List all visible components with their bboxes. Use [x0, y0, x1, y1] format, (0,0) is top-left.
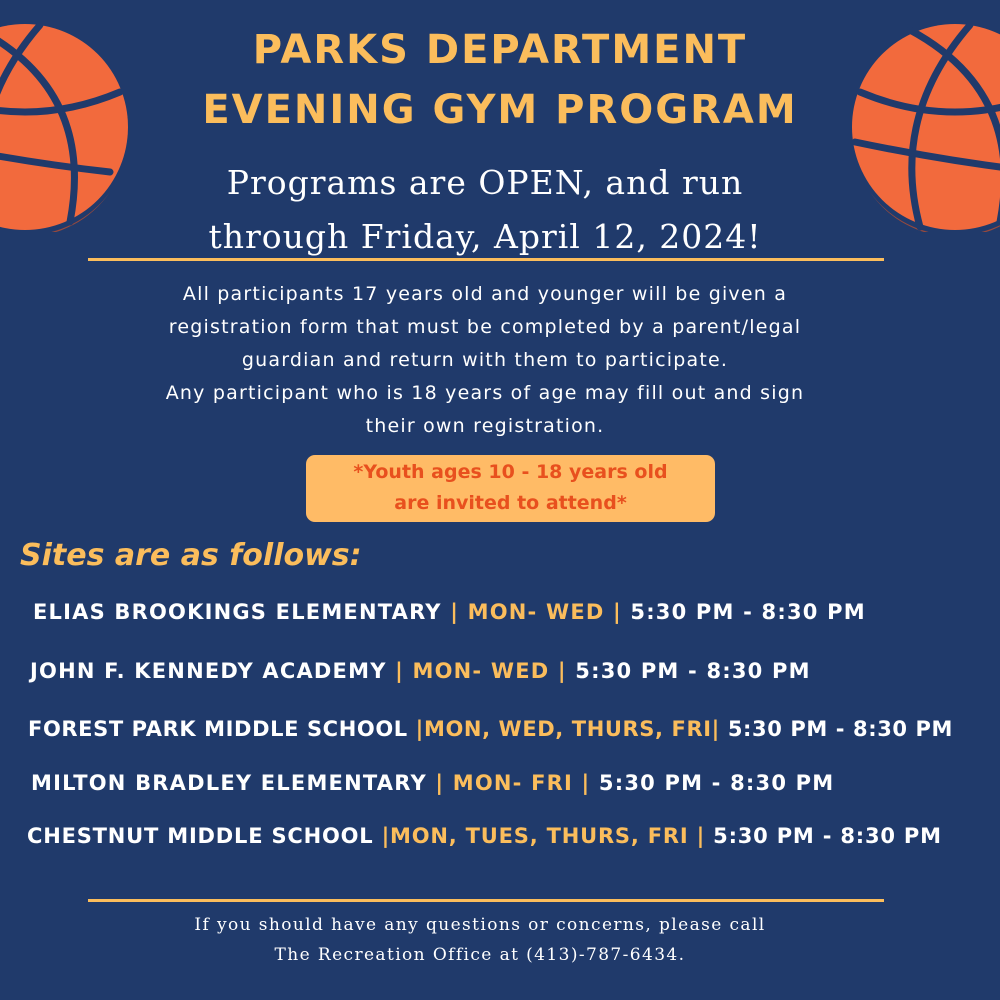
- site-school: CHESTNUT MIDDLE SCHOOL: [27, 824, 382, 848]
- contact-footer: [0, 910, 960, 970]
- site-row-elias-brookings: [33, 600, 866, 624]
- info-line: guardian and return with them to participate.: [241, 349, 729, 371]
- site-time: 5:30 PM - 8:30 PM: [621, 600, 866, 624]
- site-time: 5:30 PM - 8:30 PM: [719, 717, 954, 741]
- site-days: |MON, WED, THURS, FRI|: [415, 717, 720, 741]
- info-line: their own registration.: [365, 415, 605, 437]
- site-time: 5:30 PM - 8:30 PM: [590, 771, 835, 795]
- site-school: MILTON BRADLEY ELEMENTARY: [31, 771, 436, 795]
- footer-line-1: If you should have any questions or concerns, please call: [194, 915, 766, 935]
- divider-top: [88, 258, 884, 261]
- registration-info: [60, 278, 910, 443]
- footer-line-2: The Recreation Office at (413)-787-6434.: [274, 945, 686, 965]
- site-row-john-f-kennedy: [30, 659, 811, 683]
- badge-line-2: are invited to attend*: [394, 492, 627, 514]
- site-days: | MON- WED |: [450, 600, 622, 624]
- info-line: All participants 17 years old and younger will be given a: [182, 283, 788, 305]
- site-school: JOHN F. KENNEDY ACADEMY: [30, 659, 396, 683]
- subtitle-line-1: Programs are OPEN, and run: [226, 163, 744, 202]
- site-school: FOREST PARK MIDDLE SCHOOL: [28, 717, 416, 741]
- site-row-forest-park: [28, 717, 953, 741]
- site-days: | MON- WED |: [395, 659, 567, 683]
- page-title: [0, 20, 1000, 140]
- site-days: | MON- FRI |: [435, 771, 591, 795]
- site-time: 5:30 PM - 8:30 PM: [566, 659, 811, 683]
- subtitle-line-2: through Friday, April 12, 2024!: [208, 217, 762, 256]
- badge-line-1: *Youth ages 10 - 18 years old: [353, 461, 668, 483]
- divider-bottom: [88, 899, 884, 902]
- title-line-2: EVENING GYM PROGRAM: [202, 87, 798, 133]
- youth-ages-badge: [306, 455, 715, 522]
- site-days: |MON, TUES, THURS, FRI |: [381, 824, 706, 848]
- title-line-1: PARKS DEPARTMENT: [252, 27, 748, 73]
- program-dates-subtitle: [0, 156, 970, 264]
- info-line: registration form that must be completed by a parent/legal: [168, 316, 802, 338]
- site-time: 5:30 PM - 8:30 PM: [705, 824, 942, 848]
- site-row-chestnut: [27, 824, 942, 848]
- info-line: Any participant who is 18 years of age may fill out and sign: [165, 382, 805, 404]
- site-school: ELIAS BROOKINGS ELEMENTARY: [33, 600, 451, 624]
- site-row-milton-bradley: [31, 771, 834, 795]
- sites-heading: Sites are as follows:: [20, 538, 362, 573]
